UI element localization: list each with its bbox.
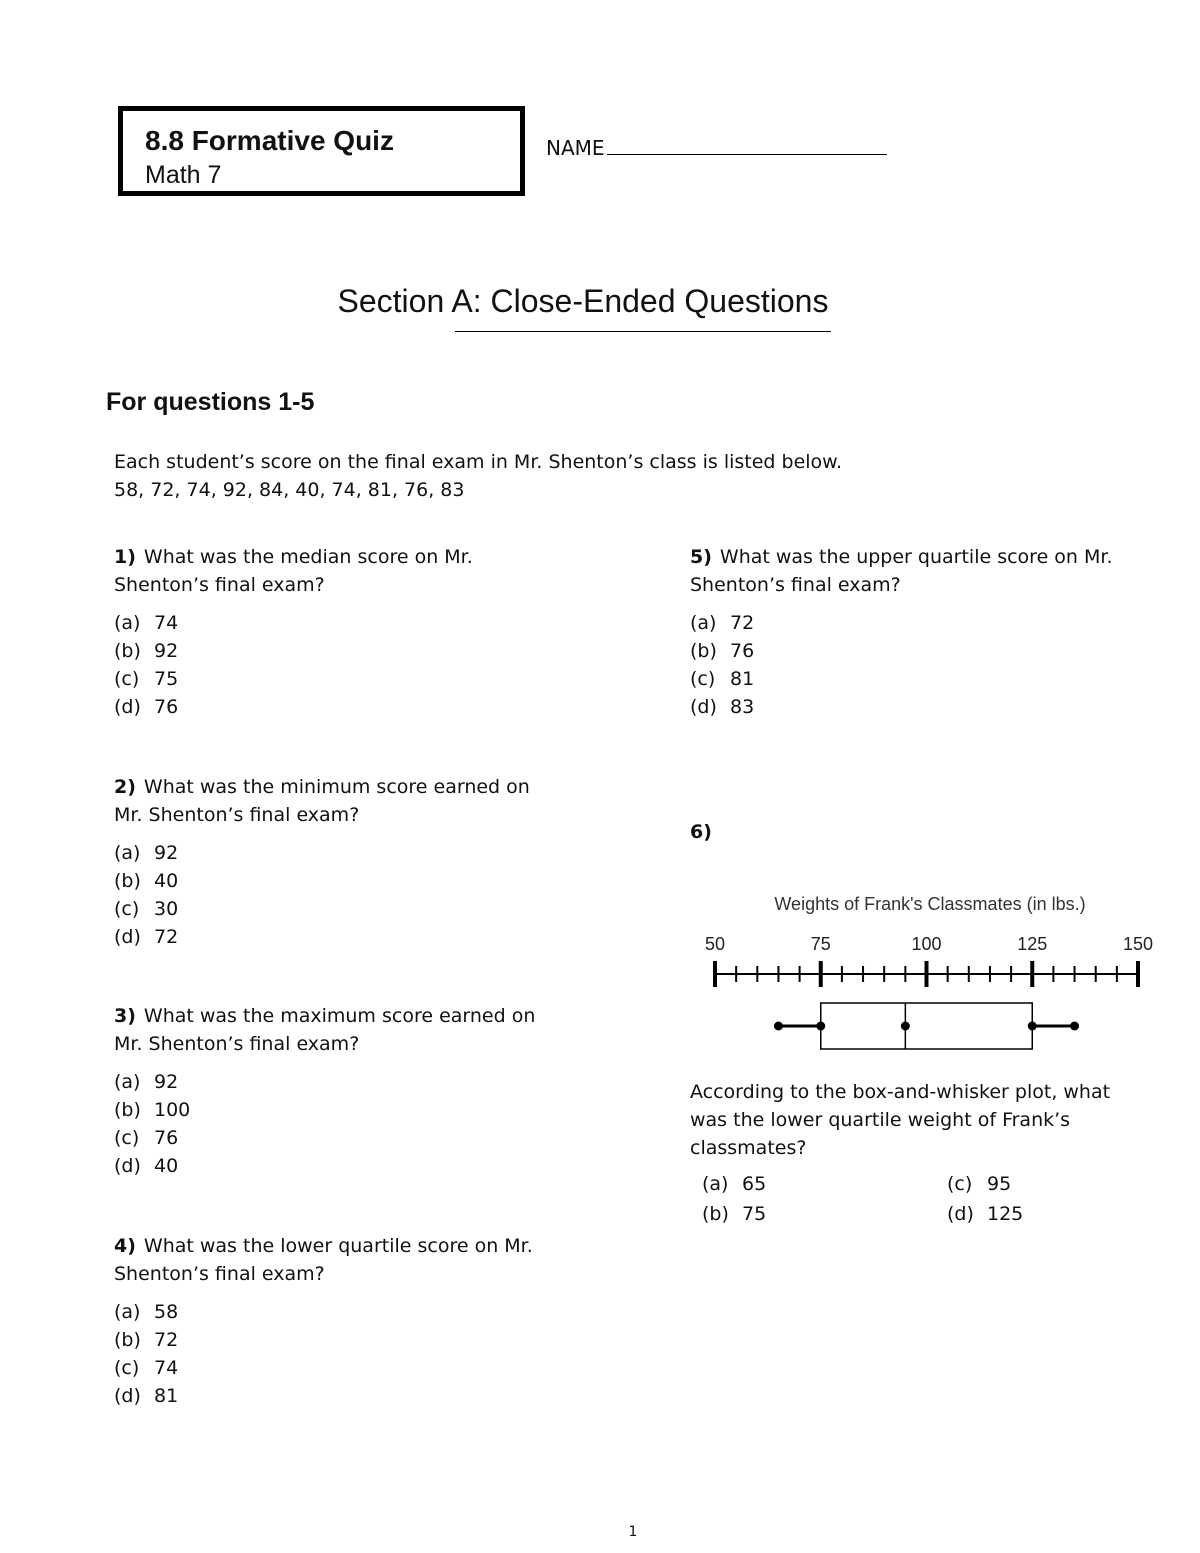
question-4 [114,1232,533,1410]
tick-label: 75 [810,934,831,954]
answer-options [114,839,530,951]
answer-option-b[interactable]: (b) 100 [114,1099,191,1121]
question-1 [114,543,473,721]
answer-option-c[interactable]: (c) 95 [947,1173,1012,1195]
answer-options [114,1068,535,1180]
box-whisker-chart [700,888,1170,1068]
quartile-box [821,1003,1033,1049]
tick-label: 150 [1122,934,1154,954]
tick-label: 100 [911,934,942,954]
min-point [774,1022,783,1031]
name-blank-line[interactable] [607,136,887,155]
answer-option-c[interactable]: (c) 76 [114,1127,179,1149]
question-number: 3) [114,1005,136,1027]
tick-label: 50 [704,934,726,954]
question-text: According to the box-and-whisker plot, what [690,1081,1111,1103]
answer-options [114,609,473,721]
question-6-number [690,818,720,846]
question-2 [114,773,530,951]
answer-option-a[interactable]: (a) 65 [702,1173,767,1195]
question-text: What was the median score on Mr. [143,546,473,568]
answer-option-b[interactable]: (b) 75 [702,1203,767,1225]
q3-point [1028,1022,1037,1031]
question-group-heading: For questions 1-5 [106,388,315,416]
quiz-title-box [118,106,525,196]
question-5 [690,543,1113,721]
answer-options [690,609,1113,721]
stem-line-1: Each student’s score on the final exam in Mr. Shenton’s class is listed below. [114,451,843,473]
question-text-cont: Mr. Shenton’s final exam? [114,804,360,826]
question-3 [114,1002,535,1180]
answer-option-d[interactable]: (d) 81 [114,1385,179,1407]
answer-option-a[interactable]: (a) 92 [114,842,179,864]
answer-option-b[interactable]: (b) 72 [114,1329,179,1351]
answer-option-a[interactable]: (a) 58 [114,1301,179,1323]
question-text-cont: was the lower quartile weight of Frank’s [690,1109,1071,1131]
question-number: 1) [114,546,136,568]
question-text-cont: classmates? [690,1137,807,1159]
answer-option-a[interactable]: (a) 72 [690,612,755,634]
question-number: 2) [114,776,136,798]
answer-option-a[interactable]: (a) 74 [114,612,179,634]
answer-option-c[interactable]: (c) 75 [114,668,179,690]
question-6 [690,1078,1147,1230]
answer-option-d[interactable]: (d) 40 [114,1155,179,1177]
course-name: Math 7 [145,161,222,189]
page-number: 1 [628,1524,638,1540]
question-text-cont: Mr. Shenton’s final exam? [114,1033,360,1055]
question-number: 4) [114,1235,136,1257]
answer-option-b[interactable]: (b) 76 [690,640,755,662]
name-field[interactable] [546,136,887,160]
question-text-cont: Shenton’s final exam? [690,574,901,596]
answer-option-b[interactable]: (b) 92 [114,640,179,662]
answer-option-c[interactable]: (c) 81 [690,668,755,690]
q1-point [816,1022,825,1031]
tick-label: 125 [1017,934,1048,954]
question-text: What was the minimum score earned on [143,776,530,798]
question-stem [114,448,842,504]
name-label: NAME [546,136,605,160]
answer-option-d[interactable]: (d) 76 [114,696,179,718]
question-text: What was the lower quartile score on Mr. [143,1235,533,1257]
chart-title: Weights of Frank's Classmates (in lbs.) [774,894,1086,914]
answer-option-d[interactable]: (d) 83 [690,696,755,718]
median-point [901,1022,910,1031]
answer-options [702,1170,1147,1230]
question-text-cont: Shenton’s final exam? [114,1263,325,1285]
answer-option-d[interactable]: (d) 72 [114,926,179,948]
max-point [1070,1022,1079,1031]
answer-option-a[interactable]: (a) 92 [114,1071,179,1093]
question-number: 6) [690,821,712,843]
section-underline [455,331,831,332]
question-text-cont: Shenton’s final exam? [114,574,325,596]
quiz-title: 8.8 Formative Quiz [145,125,394,156]
stem-data-list: 58, 72, 74, 92, 84, 40, 74, 81, 76, 83 [114,479,465,501]
answer-options [114,1298,533,1410]
answer-option-d[interactable]: (d) 125 [947,1203,1024,1225]
answer-option-c[interactable]: (c) 74 [114,1357,179,1379]
question-number: 5) [690,546,712,568]
answer-option-b[interactable]: (b) 40 [114,870,179,892]
question-text: What was the maximum score earned on [143,1005,536,1027]
section-title: Section A: Close-Ended Questions [337,283,829,319]
question-text: What was the upper quartile score on Mr. [719,546,1113,568]
answer-option-c[interactable]: (c) 30 [114,898,179,920]
